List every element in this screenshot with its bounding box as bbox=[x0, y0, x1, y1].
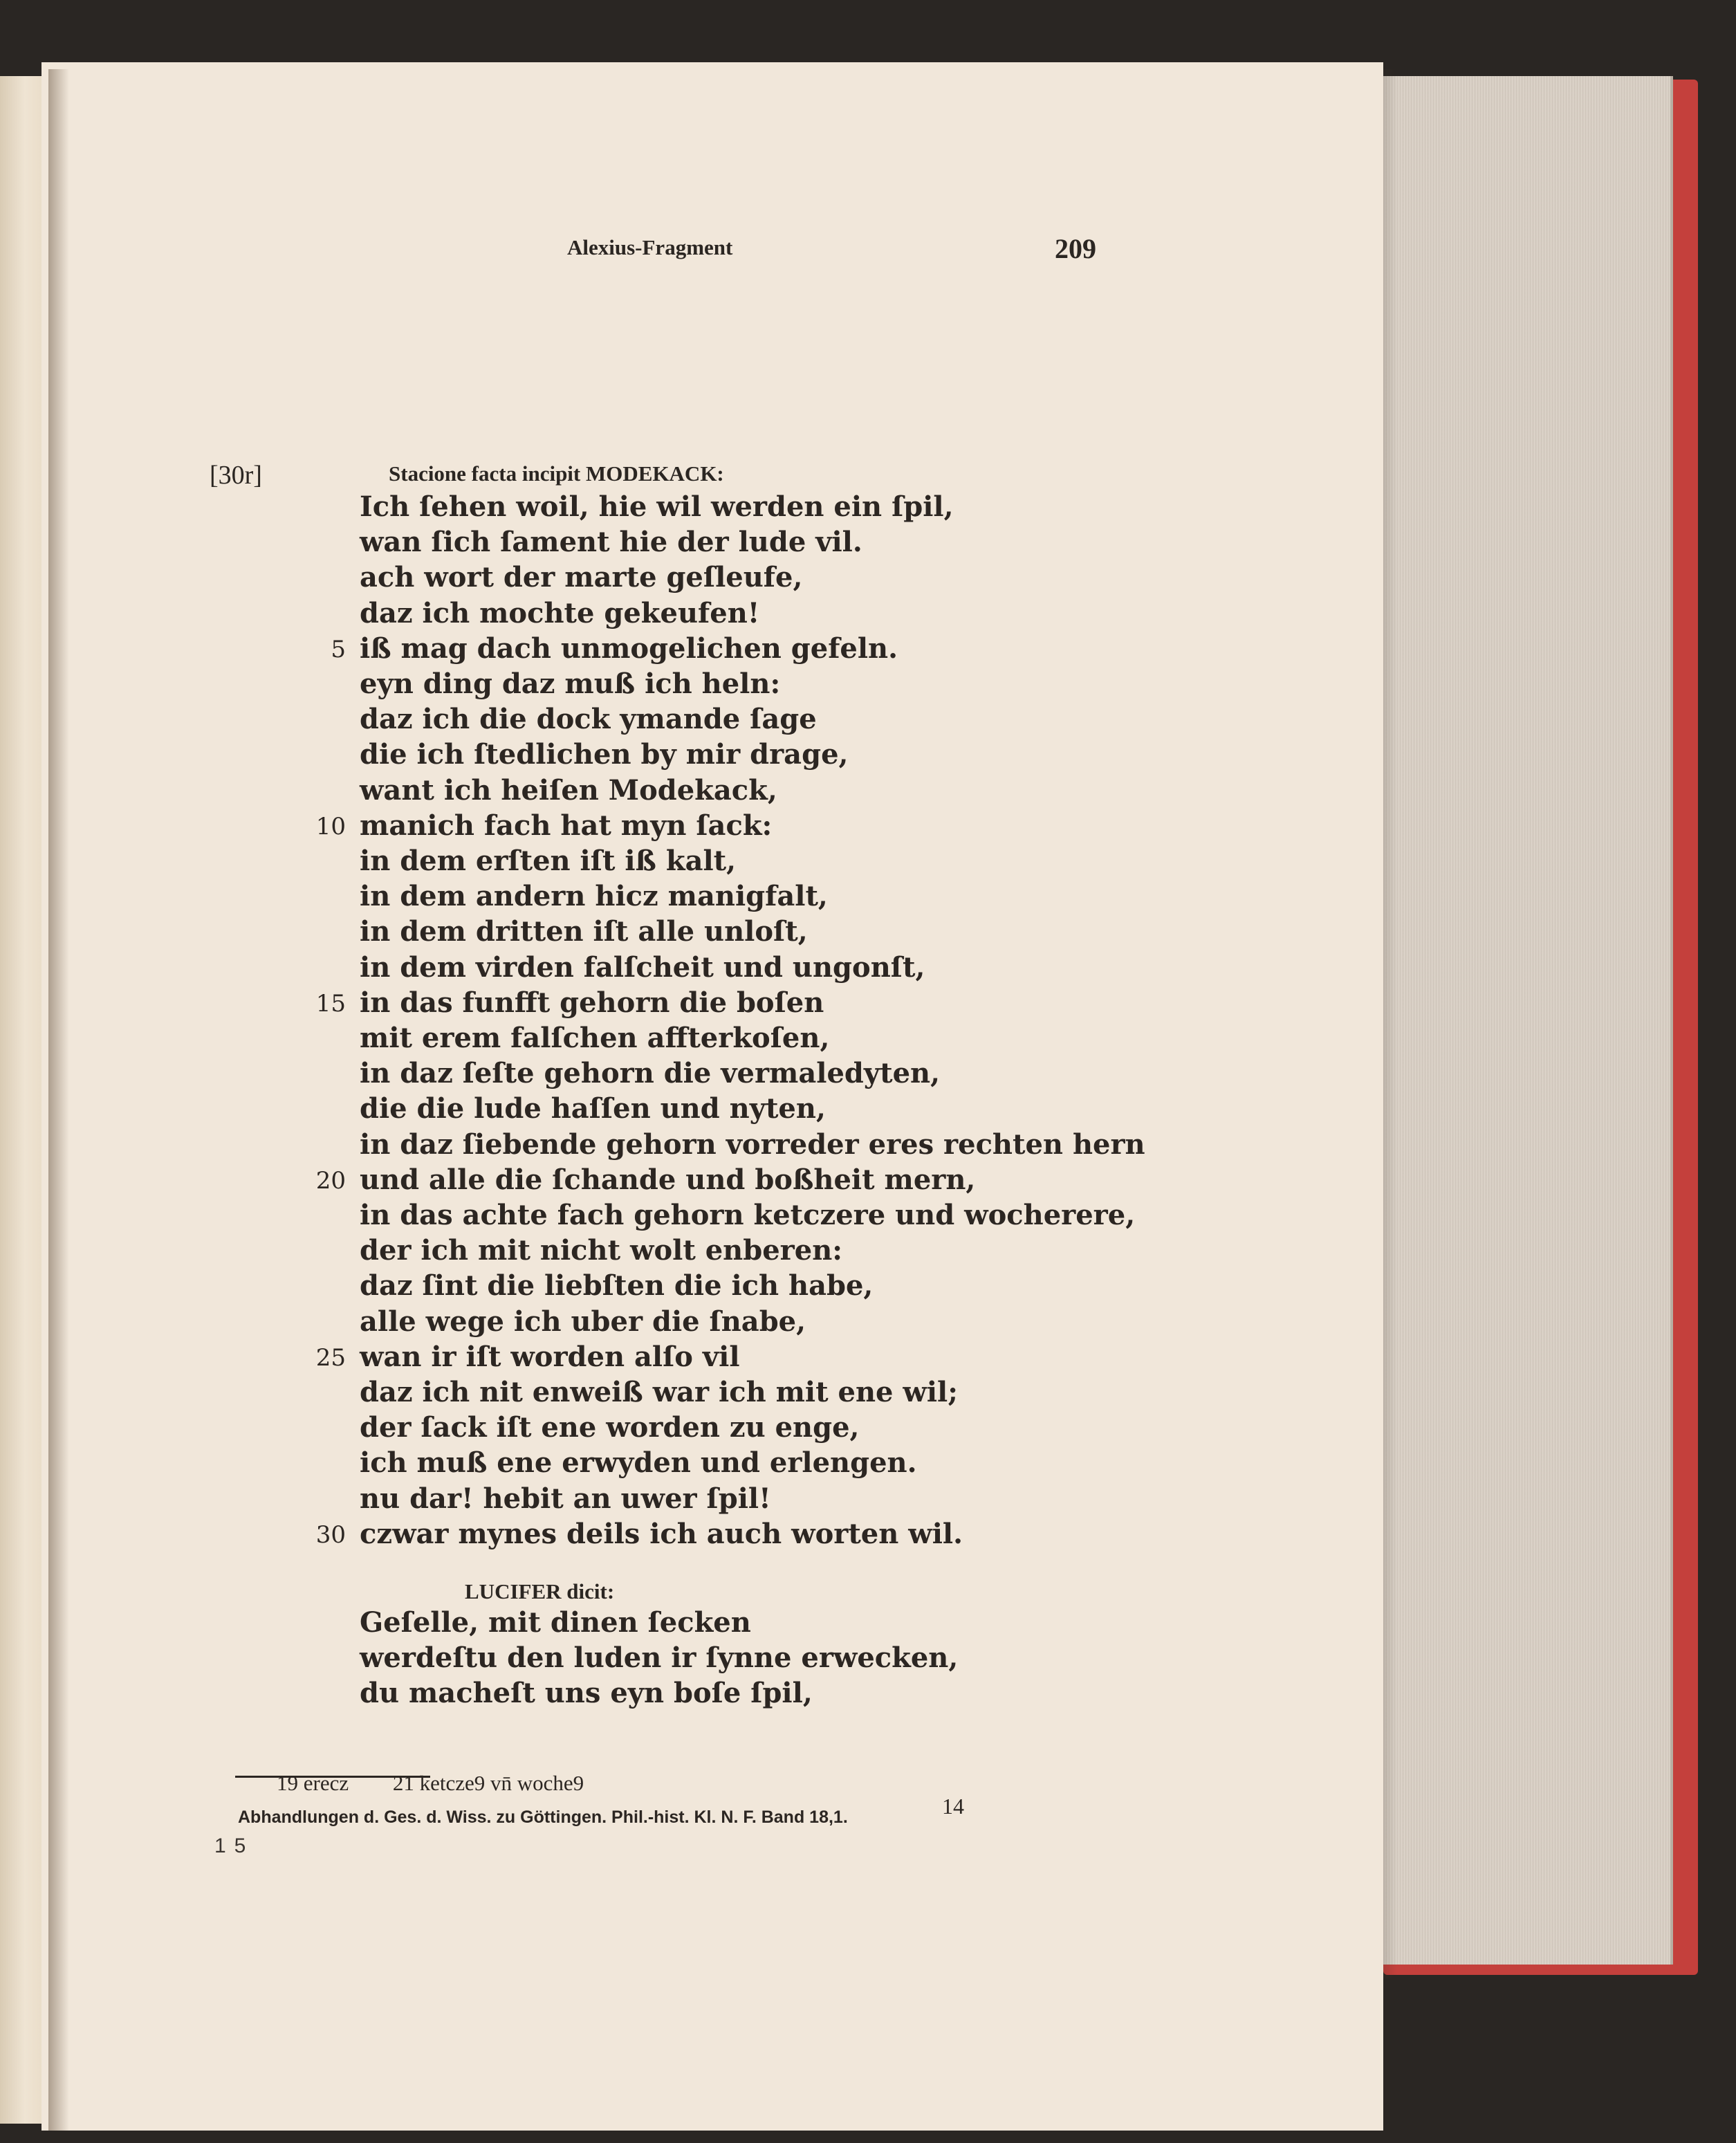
lucifer-verse-line: werdeſtu den luden ir ſynne erwecken, bbox=[360, 1641, 959, 1674]
printer-signature: 14 bbox=[942, 1794, 964, 1819]
verse-line: mit erem falſchen affterkoſen, bbox=[360, 1022, 830, 1054]
verse-line: daz ich die dock ymande ſage bbox=[360, 703, 817, 736]
line-number: 5 bbox=[331, 635, 346, 663]
verse-line: eyn ding daz muß ich heln: bbox=[360, 668, 781, 700]
line-number: 20 bbox=[315, 1166, 346, 1195]
imprint-line: Abhandlungen d. Ges. d. Wiss. zu Göttingen. Phil.-hist. Kl. N. F. Band 18,1. bbox=[238, 1808, 848, 1827]
running-head: Alexius-Fragment bbox=[567, 235, 733, 259]
stage-direction-heading: Stacione facta incipit MODEKACK: bbox=[389, 461, 724, 486]
verse-line: in dem virden falſcheit und ungonſt, bbox=[360, 950, 925, 984]
verse-line: alle wege ich uber die ſnabe, bbox=[360, 1305, 806, 1338]
line-number: 25 bbox=[315, 1343, 346, 1372]
line-number: 15 bbox=[315, 989, 346, 1018]
verse-line: ach wort der marte geſleufe, bbox=[360, 561, 803, 594]
verse-line: ich muß ene erwyden und erlengen. bbox=[360, 1446, 917, 1480]
verse-line: in dem erſten iſt iß kalt, bbox=[360, 845, 737, 877]
verse-line: in daz ſeſte gehorn die vermaledyten, bbox=[360, 1057, 941, 1090]
verse-line: nu dar! hebit an uwer ſpil! bbox=[360, 1482, 771, 1515]
footnote-item: 19 erecz bbox=[277, 1771, 349, 1795]
verse-line: in das achte fach gehorn ketczere und wocherere, bbox=[360, 1199, 1136, 1231]
verse-line: wan ſich ſament hie der lude vil. bbox=[360, 526, 862, 559]
line-number: 30 bbox=[315, 1520, 346, 1549]
verse-line: in daz ſiebende gehorn vorreder eres rechten hern bbox=[360, 1128, 1145, 1161]
verse-line: want ich heiſen Modekack, bbox=[360, 773, 777, 807]
footnote-item: 21 ketcze9 vn̄ woche9 bbox=[392, 1771, 584, 1795]
verse-line: wan ir iſt worden alſo vil bbox=[360, 1340, 740, 1373]
verse-line: daz ich nit enweiß war ich mit ene wil; bbox=[360, 1376, 959, 1408]
verse-line: die die lude haſſen und nyten, bbox=[360, 1092, 826, 1125]
manuscript-folio-marker: [30r] bbox=[210, 461, 262, 490]
verse-line: in dem andern hicz manigfalt, bbox=[360, 880, 828, 913]
verse-line: daz ich mochte gekeufen! bbox=[360, 596, 760, 629]
verse-line: und alle die ſchande und boßheit mern, bbox=[360, 1163, 976, 1196]
verse-line: daz ſint die liebſten die ich habe, bbox=[360, 1269, 874, 1303]
page-number: 209 bbox=[1055, 233, 1096, 264]
footnotes bbox=[277, 1771, 622, 1796]
verse-line: czwar mynes deils ich auch worten wil. bbox=[360, 1517, 963, 1550]
verse-line: in das funfft gehorn die boſen bbox=[360, 986, 824, 1019]
verse-line: manich fach hat myn ſack: bbox=[360, 809, 773, 842]
verse-line: iß mag dach unmogelichen gefeln. bbox=[360, 632, 898, 665]
page-block-edges bbox=[1380, 76, 1673, 1965]
lucifer-heading: LUCIFER dicit: bbox=[465, 1579, 615, 1603]
lucifer-verse-line: du macheſt uns eyn boſe ſpil, bbox=[360, 1677, 813, 1709]
verse-line: die ich ſtedlichen by mir drage, bbox=[360, 738, 849, 771]
line-number: 10 bbox=[315, 812, 346, 840]
page-mark: 15 bbox=[214, 1834, 255, 1857]
gutter-shadow bbox=[48, 69, 69, 2131]
verse-line: der ſack iſt ene worden zu enge, bbox=[360, 1411, 860, 1444]
verse-line: der ich mit nicht wolt enberen: bbox=[360, 1234, 843, 1267]
verse-line: in dem dritten iſt alle unloſt, bbox=[360, 915, 808, 948]
lucifer-verse-line: Geſelle, mit dinen ſecken bbox=[360, 1606, 751, 1639]
verse-line: Ich ſehen woil, hie wil werden ein ſpil, bbox=[360, 490, 954, 523]
